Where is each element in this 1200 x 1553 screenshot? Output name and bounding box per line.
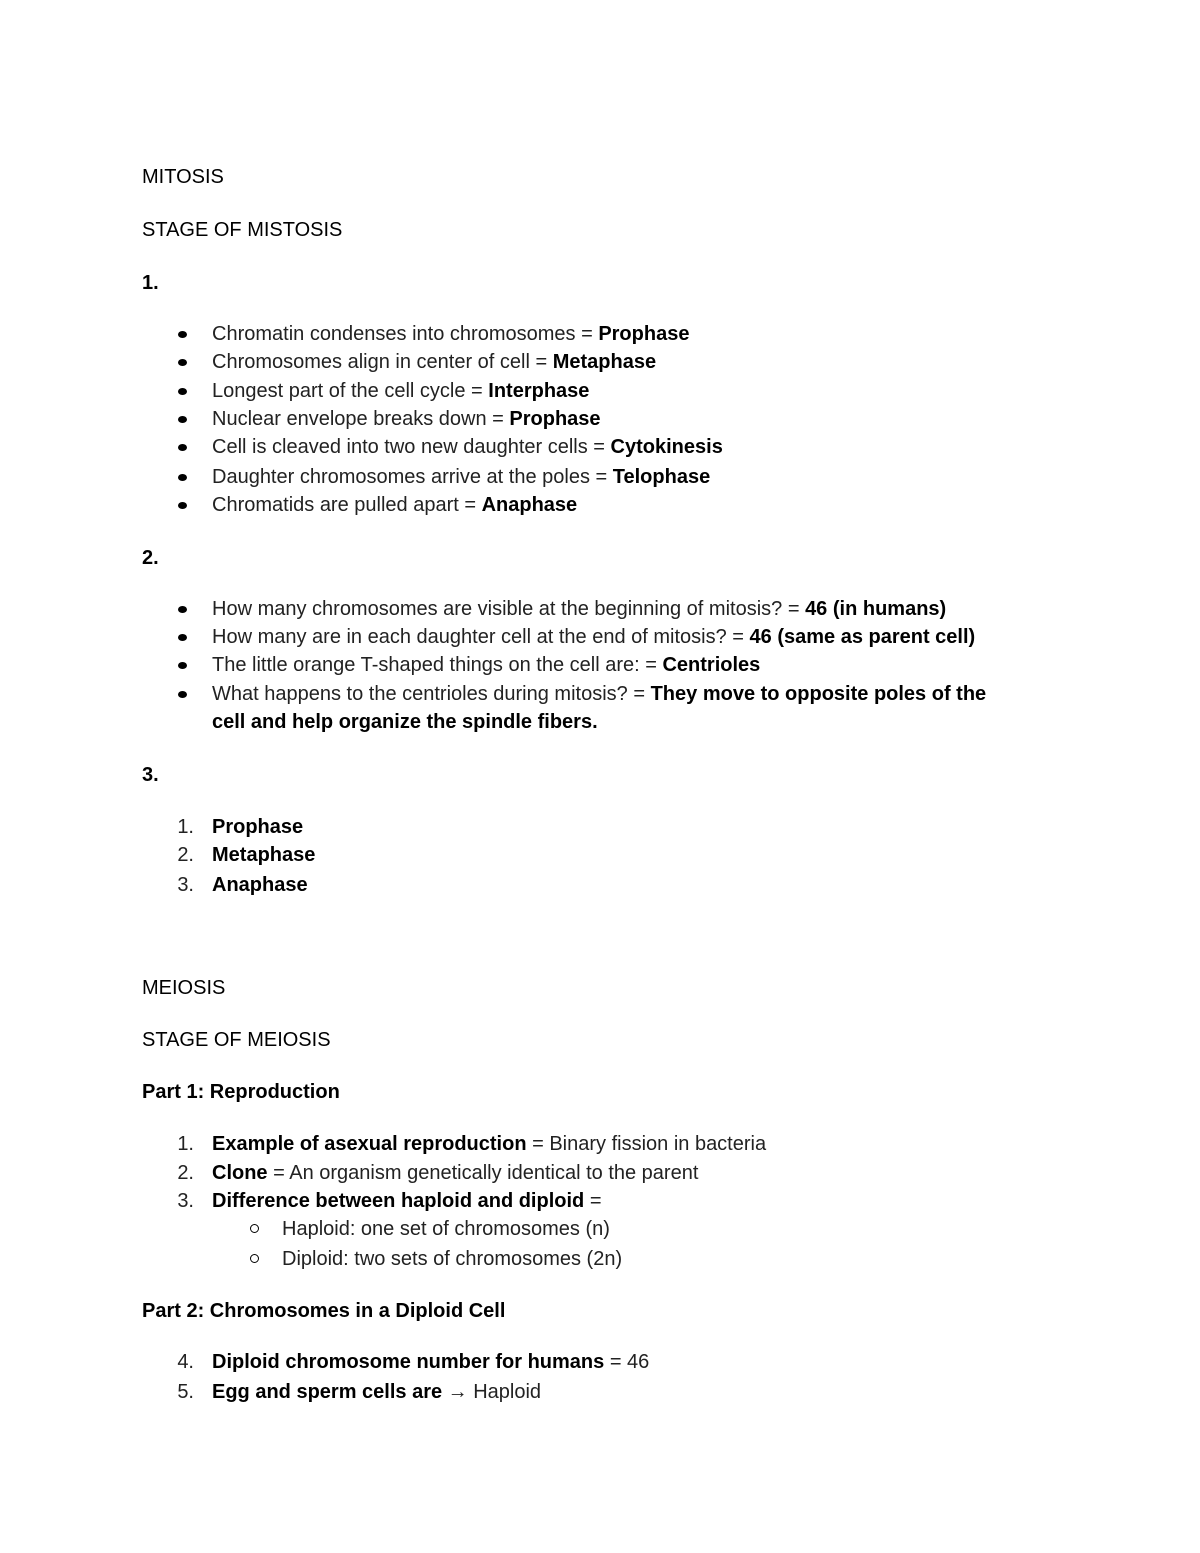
list-item: Anaphase (212, 874, 308, 896)
list-item: Longest part of the cell cycle = Interphase (212, 380, 590, 402)
meiosis-title: MEIOSIS (142, 977, 226, 999)
bullet-icon (178, 416, 187, 423)
list-number: 2. (177, 1162, 194, 1184)
list-item: Diploid chromosome number for humans = 46 (212, 1351, 650, 1373)
list-item: Nuclear envelope breaks down = Prophase (212, 408, 601, 430)
list-item: The little orange T-shaped things on the cell are: = Centrioles (212, 654, 761, 676)
bullet-icon (178, 331, 187, 338)
list-item: Cell is cleaved into two new daughter cells = Cytokinesis (212, 436, 723, 458)
question-3-label: 3. (142, 764, 159, 786)
bullet-icon (178, 502, 187, 509)
list-item: Chromosomes align in center of cell = Metaphase (212, 351, 657, 373)
question-1-label: 1. (142, 272, 159, 294)
circle-bullet-icon (250, 1254, 259, 1263)
list-number: 2. (177, 844, 194, 866)
bullet-icon (178, 359, 187, 366)
list-item: What happens to the centrioles during mitosis? = They move to opposite poles of the (212, 683, 987, 705)
list-item: Chromatids are pulled apart = Anaphase (212, 494, 578, 516)
bullet-icon (178, 606, 187, 613)
list-number: 1. (177, 1133, 194, 1155)
list-item: How many are in each daughter cell at the end of mitosis? = 46 (same as parent cell) (212, 626, 976, 648)
list-item-continuation: cell and help organize the spindle fibers. (212, 711, 598, 733)
bullet-icon (178, 388, 187, 395)
question-2-label: 2. (142, 547, 159, 569)
list-number: 1. (177, 816, 194, 838)
mitosis-title: MITOSIS (142, 166, 224, 188)
list-item: Difference between haploid and diploid = (212, 1190, 602, 1212)
list-item: Daughter chromosomes arrive at the poles = Telophase (212, 466, 711, 488)
list-number: 5. (177, 1381, 194, 1403)
mitosis-subtitle: STAGE OF MISTOSIS (142, 219, 343, 241)
sub-list-item: Diploid: two sets of chromosomes (2n) (282, 1248, 623, 1270)
list-item: Egg and sperm cells are → Haploid (212, 1381, 542, 1403)
list-number: 3. (177, 1190, 194, 1212)
list-number: 3. (177, 874, 194, 896)
list-item: Prophase (212, 816, 304, 838)
bullet-icon (178, 634, 187, 641)
bullet-icon (178, 691, 187, 698)
list-item: Metaphase (212, 844, 316, 866)
bullet-icon (178, 662, 187, 669)
meiosis-subtitle: STAGE OF MEIOSIS (142, 1029, 331, 1051)
circle-bullet-icon (250, 1224, 259, 1233)
bullet-icon (178, 444, 187, 451)
list-item: Example of asexual reproduction = Binary fission in bacteria (212, 1133, 767, 1155)
bullet-icon (178, 474, 187, 481)
list-item: Chromatin condenses into chromosomes = Prophase (212, 323, 690, 345)
part-2-title: Part 2: Chromosomes in a Diploid Cell (142, 1300, 506, 1322)
sub-list-item: Haploid: one set of chromosomes (n) (282, 1218, 610, 1240)
part-1-title: Part 1: Reproduction (142, 1081, 340, 1103)
list-item: Clone = An organism genetically identical to the parent (212, 1162, 699, 1184)
list-number: 4. (177, 1351, 194, 1373)
list-item: How many chromosomes are visible at the beginning of mitosis? = 46 (in humans) (212, 598, 947, 620)
